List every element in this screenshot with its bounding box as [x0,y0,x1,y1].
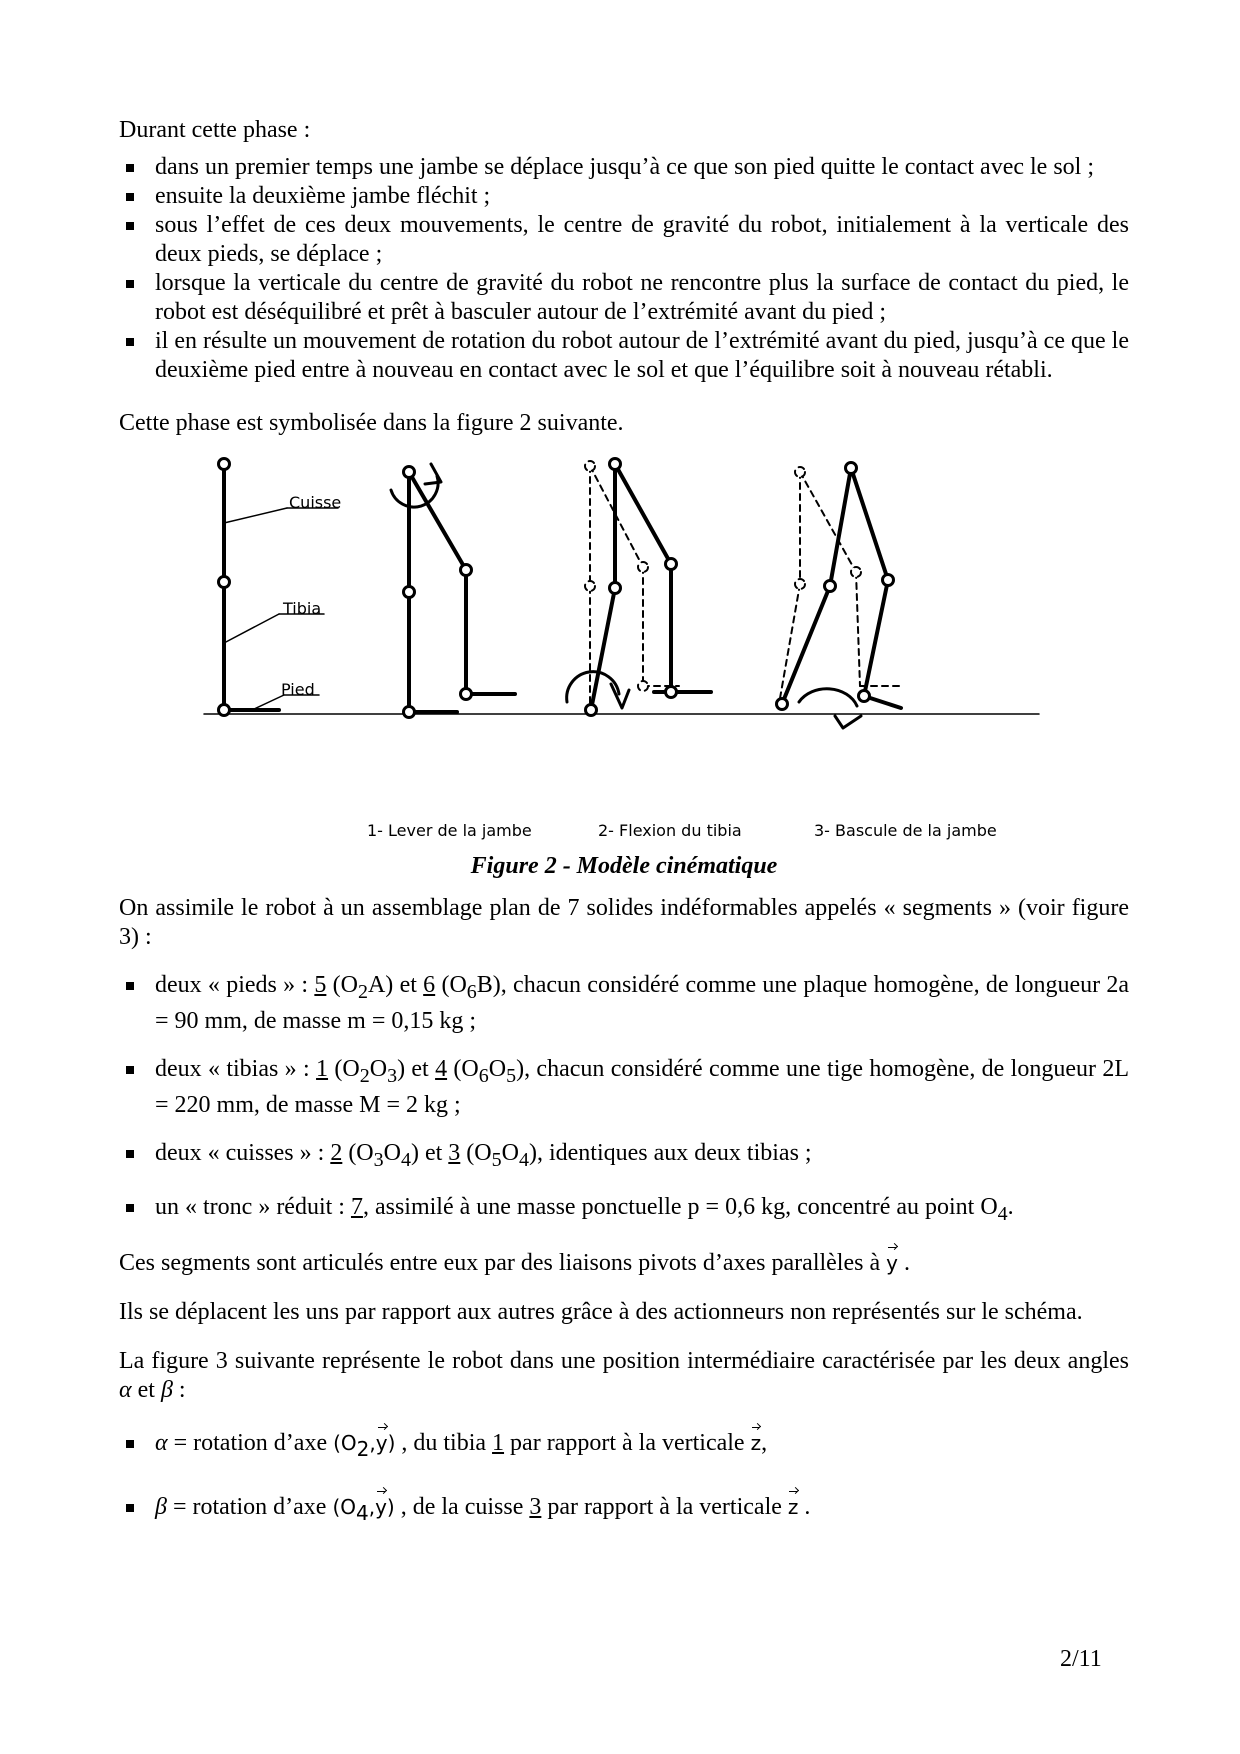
pivots-text: Ces segments sont articulés entre eux par des liaisons pivots d’axes parallèles à y . [119,1250,910,1277]
phase-list [119,153,1129,385]
label-cuisse: Cuisse [289,493,342,512]
vector-y: y [886,1249,898,1278]
list-item: sous l’effet de ces deux mouvements, le centre de gravité du robot, initialement à la verticale des deux pieds, se déplace ; [119,211,1129,269]
angle-beta: β = rotation d’axe $(O_4,y)$ , de la cuisse 3 par rapport à la verticale z . [119,1493,1129,1528]
segment-list [119,971,1129,1229]
leg-stage-3 [777,463,902,729]
actuators-text: Ils se déplacent les uns par rapport aux autres grâce à des actionneurs non représentés sur le schéma. [119,1299,1083,1326]
segment-tibias: deux « tibias » : 1 $(O_2O_3)$ et 4 $(O_6O_5)$, chacun considéré comme une tige homogène, de longueur 2L = 220 mm, de masse M = 2 kg ; [119,1055,1129,1120]
step-3-label: 3- Bascule de la jambe [814,821,997,840]
angle-list [119,1429,1129,1528]
angle-alpha: α = rotation d’axe $(O_2,y)$ , du tibia 1 par rapport à la verticale z, [119,1429,1129,1464]
model-intro: On assimile le robot à un assemblage plan de 7 solides indéformables appelés « segments » (voir figure 3) : [119,895,1129,950]
step-2-label: 2- Flexion du tibia [598,821,742,840]
fig3-intro: La figure 3 suivante représente le robot dans une position intermédiaire caractérisée par les deux angles α et β : [119,1348,1129,1404]
step-1-label: 1- Lever de la jambe [367,821,532,840]
segment-pieds: deux « pieds » : 5 $(O_2A)$ et 6 $(O_6B)$, chacun considéré comme une plaque homogène, de longueur 2a = 90 mm, de masse m = 0,15 kg ; [119,971,1129,1036]
list-item: dans un premier temps une jambe se déplace jusqu’à ce que son pied quitte le contact avec le sol ; [119,153,1129,182]
list-item: lorsque la verticale du centre de gravité du robot ne rencontre plus la surface de contact du pied, le robot est déséquilibré et prêt à basculer autour de l’extrémité avant du pied ; [119,269,1129,327]
list-item: ensuite la deuxième jambe fléchit ; [119,182,1129,211]
leg-stage-1 [391,464,515,718]
phase-intro: Durant cette phase : [119,117,311,143]
segment-tronc: un « tronc » réduit : 7, assimilé à une masse ponctuelle p = 0,6 kg, concentré au point $O_4$. [119,1193,1129,1229]
page-number: 2/11 [1060,1646,1102,1672]
kinematic-diagram [119,454,1129,844]
list-item: il en résulte un mouvement de rotation du robot autour de l’extrémité avant du pied, jusqu’à ce que le deuxième pied entre à nouveau en contact avec le sol et que l’équilibre soit à nouveau rétabli. [119,327,1129,385]
figure-caption: Figure 2 - Modèle cinématique [470,853,778,879]
leg-stage-2 [567,459,711,716]
content [119,116,1129,1528]
figure-2 [119,454,1129,880]
label-pied: Pied [281,680,315,699]
label-tibia: Tibia [283,599,322,618]
segment-cuisses: deux « cuisses » : 2 $(O_3O_4)$ et 3 $(O_5O_4)$, identiques aux deux tibias ; [119,1139,1129,1175]
phase-note: Cette phase est symbolisée dans la figure 2 suivante. [119,410,624,436]
